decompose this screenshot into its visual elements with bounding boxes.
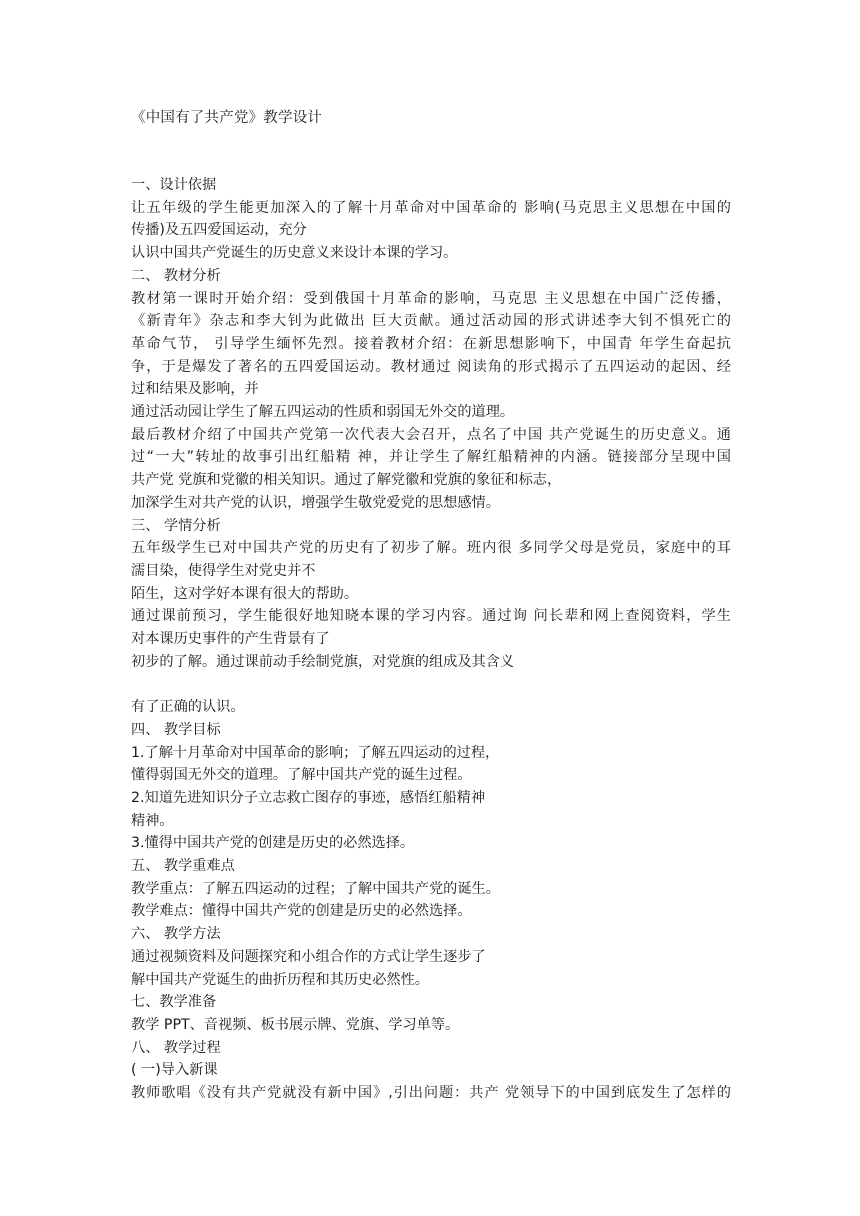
text-line: 陌生，这对学好本课有很大的帮助。	[131, 585, 359, 602]
text-line: 五年级学生已对中国共产党的历史有了初步了解。班内很 多同学父母是党员，家庭中的耳	[131, 540, 731, 557]
text-line: 2.知道先进知识分子立志救亡图存的事迹，感悟红船精神	[131, 789, 486, 806]
text-line: 六、 教学方法	[131, 926, 221, 943]
text-line: 革命气节， 引导学生缅怀先烈。接着教材介绍：在新思想影响下，中国青 年学生奋起抗	[131, 335, 731, 352]
text-line: 传播)及五四爱国运动，充分	[131, 222, 307, 239]
text-line: 教师歌唱《没有共产党就没有新中国》,引出问题：共产 党领导下的中国到底发生了怎样的	[131, 1085, 731, 1102]
text-line: 认识中国共产党诞生的历史意义来设计本课的学习。	[131, 245, 458, 262]
text-line: 《新青年》杂志和李大钊为此做出 巨大贡献。通过活动园的形式讲述李大钊不惧死亡的	[131, 313, 731, 330]
text-line: 懂得弱国无外交的道理。了解中国共产党的诞生过程。	[131, 767, 472, 784]
text-line: 三、 学情分析	[131, 517, 221, 534]
text-line: 共产党 党旗和党徽的相关知识。通过了解党徽和党旗的象征和标志，	[131, 472, 562, 489]
text-line: 通过活动园让学生了解五四运动的性质和弱国无外交的道理。	[131, 404, 515, 421]
text-line: 教学难点：懂得中国共产党的创建是历史的必然选择。	[131, 903, 472, 920]
text-line: 初步的了解。通过课前动手绘制党旗，对党旗的组成及其含义	[131, 653, 515, 670]
document-body	[131, 174, 731, 1105]
text-line: 通过视频资料及问题探究和小组合作的方式让学生逐步了	[131, 948, 486, 965]
text-line: ( 一)导入新课	[131, 1062, 218, 1079]
text-line: 对本课历史事件的产生背景有了	[131, 631, 330, 648]
text-line: 濡目染，使得学生对党史并不	[131, 562, 316, 579]
text-line: 加深学生对共产党的认识，增强学生敬党爱党的思想感情。	[131, 494, 500, 511]
text-line: 二、 教材分析	[131, 267, 221, 284]
text-line: 让五年级的学生能更加深入的了解十月革命对中国革命的 影响(马克思主义思想在中国的	[131, 199, 731, 216]
text-line: 教材第一课时开始介绍：受到俄国十月革命的影响，马克思 主义思想在中国广泛传播，	[131, 290, 731, 307]
text-line: 通过课前预习，学生能很好地知晓本课的学习内容。通过询 问长辈和网上查阅资料，学生	[131, 608, 731, 625]
text-line: 最后教材介绍了中国共产党第一次代表大会召开，点名了中国 共产党诞生的历史意义。通	[131, 426, 731, 443]
text-line: 过“一大”转址的故事引出红船精 神，并让学生了解红船精神的内涵。链接部分呈现中国	[131, 449, 731, 466]
text-line: 解中国共产党诞生的曲折历程和其历史必然性。	[131, 971, 429, 988]
document-title: 《中国有了共产党》教学设计	[131, 110, 323, 126]
text-line: 八、 教学过程	[131, 1039, 221, 1056]
text-line: 有了正确的认识。	[131, 699, 245, 716]
blank-line	[131, 673, 731, 696]
text-line: 3.懂得中国共产党的创建是历史的必然选择。	[131, 835, 415, 852]
text-line: 五、 教学重难点	[131, 858, 235, 875]
text-line: 争，于是爆发了著名的五四爱国运动。教材通过 阅读角的形式揭示了五四运动的起因、经	[131, 358, 731, 375]
text-line: 教学 PPT、音视频、板书展示牌、党旗、学习单等。	[131, 1017, 460, 1033]
text-line: 精神。	[131, 812, 174, 829]
text-line: 1.了解十月革命对中国革命的影响；了解五四运动的过程，	[131, 744, 500, 761]
text-line: 七、教学准备	[131, 994, 217, 1011]
text-line: 教学重点：了解五四运动的过程；了解中国共产党的诞生。	[131, 880, 500, 897]
text-line: 四、 教学目标	[131, 721, 221, 738]
text-line: 一、设计依据	[131, 177, 217, 193]
text-line: 过和结果及影响，并	[131, 381, 259, 398]
